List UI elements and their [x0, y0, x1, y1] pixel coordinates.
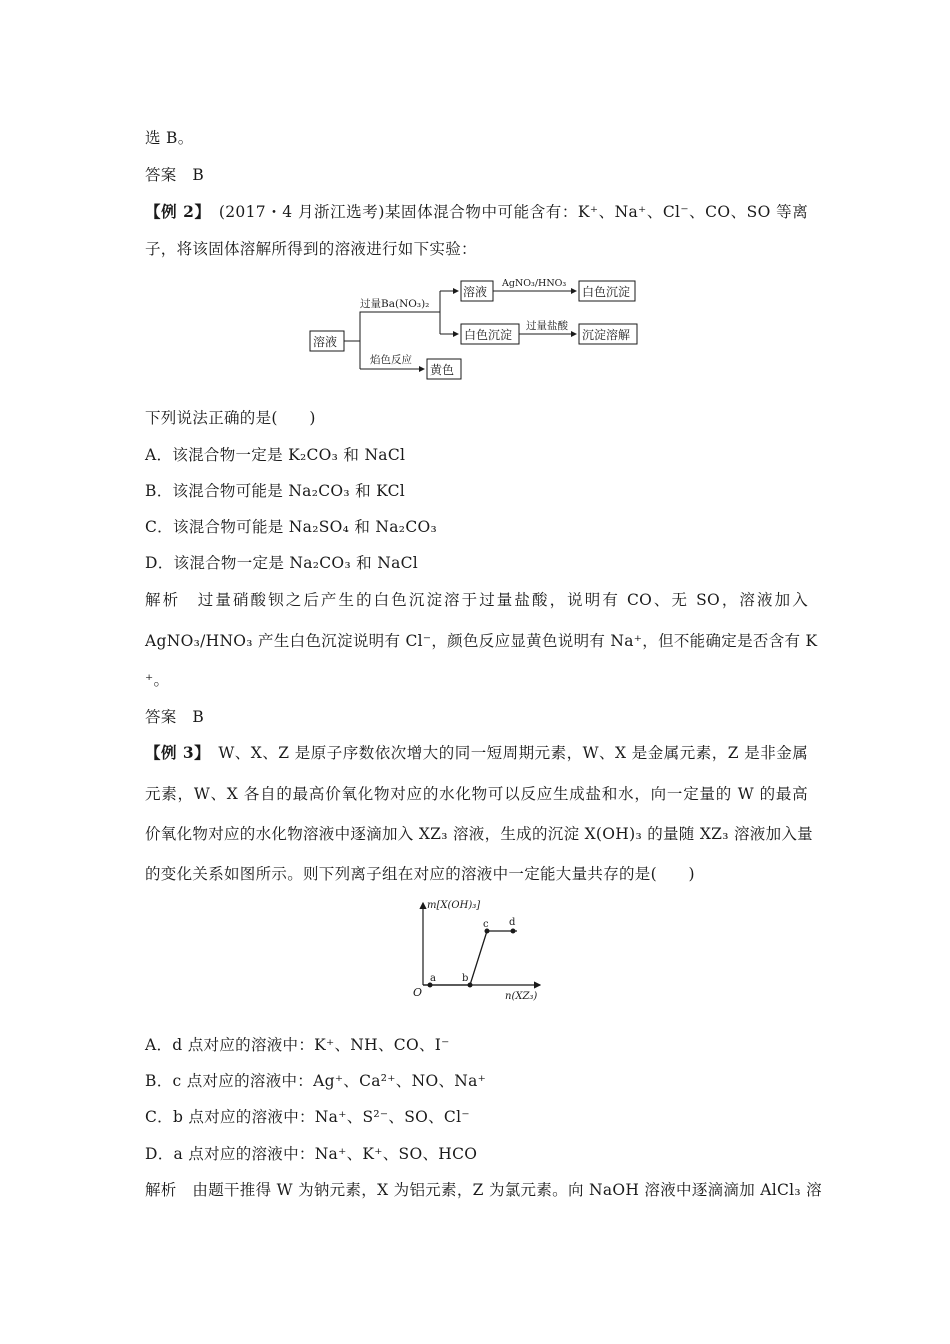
- reagent-3-label: 过量盐酸: [526, 320, 568, 332]
- analysis-3-line-1: 解析 由题干推得 W 为钠元素，X 为铝元素，Z 为氯元素。向 NaOH 溶液中逐滴滴加 AlCl₃ 溶: [145, 1181, 822, 1199]
- reagent-2-label: AgNO₃/HNO₃: [502, 278, 567, 289]
- answer-line: 答案 B: [145, 166, 205, 184]
- precipitate-curve: [423, 931, 517, 985]
- question-3-option-c: C．b 点对应的溶液中：Na⁺、S²⁻、SO、Cl⁻: [145, 1108, 470, 1126]
- text-line: 子，将该固体溶解所得到的溶液进行如下实验：: [145, 240, 477, 258]
- yellow-label: 黄色: [430, 363, 455, 377]
- text-line: 选 B。: [145, 129, 194, 147]
- question-3-option-b: B．c 点对应的溶液中：Ag⁺、Ca²⁺、NO、Na⁺: [145, 1072, 487, 1090]
- solution-label: 溶液: [313, 335, 338, 349]
- example-3-line-4: 的变化关系如图所示。则下列离子组在对应的溶液中一定能大量共存的是( ): [145, 865, 695, 883]
- answer-2: 答案 B: [145, 708, 205, 726]
- question-2-option-c: C．该混合物可能是 Na₂SO₄ 和 Na₂CO₃: [145, 518, 437, 536]
- question-3-option-a: A．d 点对应的溶液中：K⁺、NH、CO、I⁻: [145, 1036, 450, 1054]
- example-2-text: (2017・4 月浙江选考)某固体混合物中可能含有：K⁺、Na⁺、Cl⁻、CO、SO 等离: [202, 203, 808, 221]
- analysis-2-line-1: 解析 过量硝酸钡之后产生的白色沉淀溶于过量盐酸，说明有 CO、无 SO，溶液加入: [145, 591, 808, 609]
- example-3-tag: 【例 3】: [145, 743, 203, 762]
- example-3-line-3: 价氧化物对应的水化物溶液中逐滴加入 XZ₃ 溶液，生成的沉淀 X(OH)₃ 的量随 XZ₃ 溶液加入量: [145, 825, 813, 843]
- analysis-2-line-2: AgNO₃/HNO₃ 产生白色沉淀说明有 Cl⁻，颜色反应显黄色说明有 Na⁺，但不能确定是否含有 K: [145, 632, 818, 650]
- example-3-text: W、X、Z 是原子序数依次增大的同一短周期元素，W、X 是金属元素，Z 是非金属: [202, 744, 808, 762]
- point-b-label: b: [462, 973, 469, 984]
- x-axis-label: n(XZ₃): [505, 991, 538, 1002]
- flame-test-label: 焰色反应: [370, 354, 412, 366]
- question-2: 下列说法正确的是( ): [145, 409, 316, 427]
- reagent-1-label: 过量Ba(NO₃)₂: [360, 298, 430, 310]
- point-d-label: d: [509, 917, 516, 928]
- point-a-label: a: [430, 973, 436, 984]
- white-precipitate-1-label: 白色沉淀: [582, 285, 631, 299]
- question-2-option-b: B．该混合物可能是 Na₂CO₃ 和 KCl: [145, 482, 406, 500]
- precipitate-graph: [405, 895, 555, 1010]
- precipitate-dissolves-label: 沉淀溶解: [582, 328, 631, 342]
- example-2-tag: 【例 2】: [145, 202, 203, 221]
- analysis-2-line-3: ⁺。: [145, 671, 170, 689]
- y-axis-label: m[X(OH)₃]: [427, 900, 481, 911]
- example-3-line-2: 元素，W、X 各自的最高价氧化物对应的水化物可以反应生成盐和水，向一定量的 W 的最高: [145, 785, 808, 803]
- question-2-option-d: D．该混合物一定是 Na₂CO₃ 和 NaCl: [145, 554, 419, 572]
- origin-label: O: [413, 986, 423, 999]
- point-d: [511, 929, 516, 934]
- question-3-option-d: D．a 点对应的溶液中：Na⁺、K⁺、SO、HCO: [145, 1145, 478, 1163]
- example-3-heading: [145, 743, 808, 763]
- example-2-heading: [145, 202, 808, 222]
- solution-2-label: 溶液: [463, 285, 488, 299]
- question-2-option-a: A．该混合物一定是 K₂CO₃ 和 NaCl: [145, 446, 406, 464]
- experiment-flow-diagram: [300, 275, 650, 385]
- white-precipitate-2-label: 白色沉淀: [464, 328, 513, 342]
- point-c-label: c: [483, 919, 489, 930]
